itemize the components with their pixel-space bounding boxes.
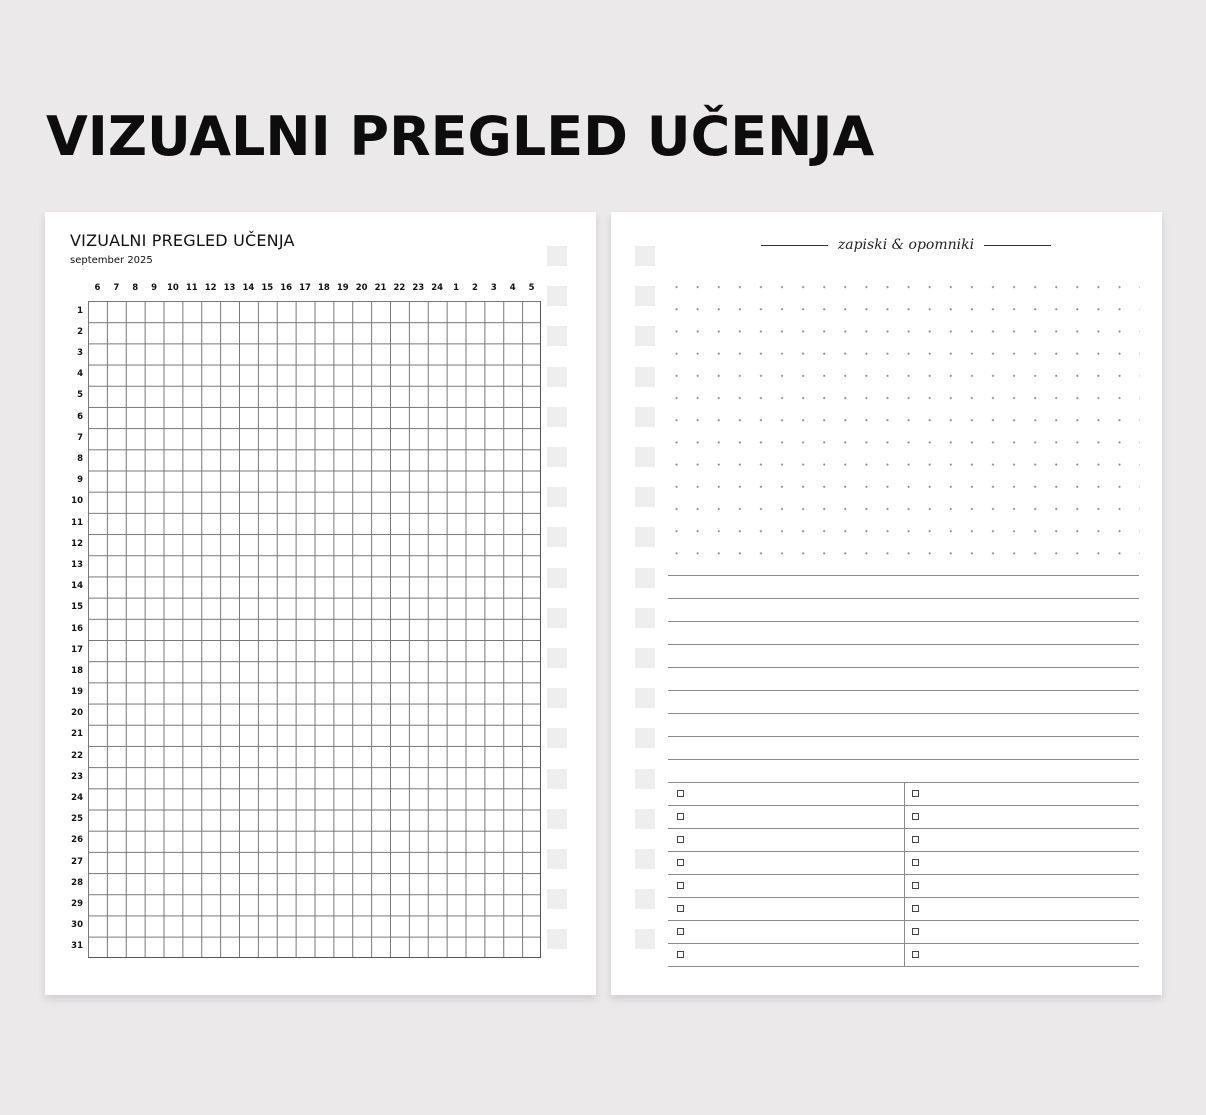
index-tab[interactable] <box>547 407 567 427</box>
checklist-checkbox[interactable] <box>912 859 919 866</box>
checklist-checkbox[interactable] <box>912 882 919 889</box>
day-label: 25 <box>71 814 83 825</box>
day-label: 20 <box>71 708 83 719</box>
index-tab[interactable] <box>635 527 655 547</box>
page-subtitle: september 2025 <box>70 255 153 266</box>
hour-label: 16 <box>280 283 293 293</box>
index-tab[interactable] <box>547 568 567 588</box>
hero-title: VIZUALNI PREGLED UČENJA <box>46 105 875 168</box>
index-tab[interactable] <box>547 728 567 748</box>
index-tab[interactable] <box>635 648 655 668</box>
day-label: 16 <box>71 623 83 634</box>
day-label: 11 <box>71 517 83 528</box>
checklist-divider <box>904 782 905 966</box>
hour-label: 5 <box>528 283 535 293</box>
index-tab[interactable] <box>635 608 655 628</box>
day-label: 8 <box>77 453 83 464</box>
checklist-checkbox[interactable] <box>912 951 919 958</box>
index-tab[interactable] <box>547 809 567 829</box>
hour-label: 12 <box>204 283 217 293</box>
day-label: 6 <box>77 411 83 422</box>
index-tab[interactable] <box>547 849 567 869</box>
checklist-checkbox[interactable] <box>912 928 919 935</box>
page-title: VIZUALNI PREGLED UČENJA <box>70 231 295 250</box>
index-tab[interactable] <box>635 246 655 266</box>
checklist-checkbox[interactable] <box>677 790 684 797</box>
day-label: 4 <box>77 369 83 380</box>
day-label: 2 <box>77 326 83 337</box>
index-tab[interactable] <box>635 326 655 346</box>
checklist-checkbox[interactable] <box>677 928 684 935</box>
index-tab[interactable] <box>635 688 655 708</box>
index-tab[interactable] <box>635 447 655 467</box>
checklist-checkbox[interactable] <box>912 790 919 797</box>
hour-label: 4 <box>509 283 516 293</box>
day-label: 7 <box>77 432 83 443</box>
notes-title: zapiski & opomniki <box>837 237 975 253</box>
day-label: 14 <box>71 581 83 592</box>
checklist-checkbox[interactable] <box>912 813 919 820</box>
index-tab[interactable] <box>547 246 567 266</box>
index-tab[interactable] <box>635 889 655 909</box>
hour-label: 24 <box>431 283 444 293</box>
index-tab[interactable] <box>635 367 655 387</box>
day-label: 23 <box>71 771 83 782</box>
index-tab[interactable] <box>547 367 567 387</box>
hour-label: 8 <box>132 283 139 293</box>
checklist-checkbox[interactable] <box>912 905 919 912</box>
index-tab[interactable] <box>547 608 567 628</box>
day-label: 3 <box>77 347 83 358</box>
day-label: 21 <box>71 729 83 740</box>
hour-label: 3 <box>490 283 497 293</box>
tracking-grid <box>88 301 541 958</box>
hour-label: 22 <box>393 283 406 293</box>
ruled-line <box>668 575 1139 576</box>
hour-label: 6 <box>94 283 101 293</box>
checklist-checkbox[interactable] <box>677 951 684 958</box>
ruled-line <box>668 966 1139 967</box>
day-label: 5 <box>77 390 83 401</box>
index-tab[interactable] <box>547 929 567 949</box>
hour-label: 17 <box>299 283 311 293</box>
ruled-line <box>668 713 1139 714</box>
ruled-line <box>668 667 1139 668</box>
index-tab[interactable] <box>547 688 567 708</box>
index-tab[interactable] <box>635 809 655 829</box>
index-tab[interactable] <box>547 648 567 668</box>
ruled-line <box>668 736 1139 737</box>
day-label: 27 <box>71 856 83 867</box>
index-tab[interactable] <box>635 929 655 949</box>
day-label: 1 <box>77 305 83 316</box>
ruled-line <box>668 621 1139 622</box>
heading-rule-right <box>984 245 1051 246</box>
ruled-line <box>668 644 1139 645</box>
checklist-checkbox[interactable] <box>677 836 684 843</box>
checklist-checkbox[interactable] <box>677 859 684 866</box>
index-tab[interactable] <box>635 849 655 869</box>
index-tab[interactable] <box>547 769 567 789</box>
left-planner-page <box>45 212 596 995</box>
checklist-checkbox[interactable] <box>677 905 684 912</box>
day-label: 30 <box>71 920 83 931</box>
day-label: 15 <box>71 602 83 613</box>
index-tab[interactable] <box>635 407 655 427</box>
hour-label: 10 <box>167 283 179 293</box>
checklist-checkbox[interactable] <box>912 836 919 843</box>
day-label: 22 <box>71 750 83 761</box>
index-tab[interactable] <box>547 527 567 547</box>
index-tab[interactable] <box>635 769 655 789</box>
day-label: 10 <box>71 496 83 507</box>
day-label: 13 <box>71 559 83 570</box>
index-tab[interactable] <box>547 889 567 909</box>
checklist-checkbox[interactable] <box>677 882 684 889</box>
hour-label: 13 <box>223 283 236 293</box>
hour-label: 19 <box>336 283 349 293</box>
dot-grid-area[interactable] <box>666 276 1140 556</box>
index-tab[interactable] <box>547 487 567 507</box>
index-tab[interactable] <box>635 487 655 507</box>
day-label: 29 <box>71 899 83 910</box>
hour-label: 7 <box>113 283 120 293</box>
heading-rule-left <box>761 245 828 246</box>
hour-label: 14 <box>242 283 255 293</box>
day-label: 28 <box>71 877 83 888</box>
hour-label: 18 <box>318 283 330 293</box>
day-label: 19 <box>71 687 83 698</box>
index-tab[interactable] <box>635 286 655 306</box>
index-tab[interactable] <box>547 286 567 306</box>
day-label: 24 <box>71 793 83 804</box>
day-label: 17 <box>71 644 83 655</box>
hour-label: 23 <box>412 283 425 293</box>
day-label: 31 <box>71 941 83 952</box>
hour-label: 21 <box>374 283 387 293</box>
hour-label: 9 <box>151 283 158 293</box>
day-label: 18 <box>71 665 83 676</box>
checklist-checkbox[interactable] <box>677 813 684 820</box>
day-label: 9 <box>77 475 83 486</box>
ruled-line <box>668 690 1139 691</box>
index-tab[interactable] <box>635 728 655 748</box>
right-notes-page <box>611 212 1162 995</box>
index-tab[interactable] <box>635 568 655 588</box>
day-label: 26 <box>71 835 83 846</box>
index-tab[interactable] <box>547 326 567 346</box>
ruled-line <box>668 598 1139 599</box>
index-tab[interactable] <box>547 447 567 467</box>
hour-label: 2 <box>471 283 478 293</box>
day-label: 12 <box>71 538 83 549</box>
hour-label: 11 <box>185 283 198 293</box>
hour-label: 1 <box>453 283 460 293</box>
hour-label: 15 <box>261 283 274 293</box>
ruled-line <box>668 759 1139 760</box>
notes-heading <box>761 232 1051 258</box>
hour-label: 20 <box>355 283 368 293</box>
